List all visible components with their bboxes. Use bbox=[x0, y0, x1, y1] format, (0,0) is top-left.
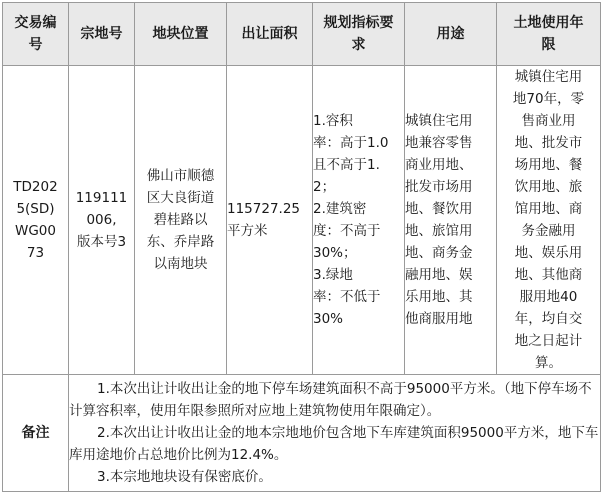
notes-cell bbox=[69, 375, 601, 492]
cell-term: 城镇住宅用 地70年，零 售商业用 地、批发市 场用地、餐 饮用地、旅 馆用地、商 务金融用 地、娱乐用 地、其他商 服用地40 年，均自交 地之日起计 算。 bbox=[497, 66, 601, 375]
note-item: 3.本宗地地块设有保密底价。 bbox=[97, 469, 272, 485]
cell-location: 佛山市顺德 区大良街道 碧桂路以 东、乔岸路 以南地块 bbox=[135, 66, 227, 375]
note-item: 2.本次出让计收出让金的地本宗地地价包含地下车库建筑面积95000平方米，地下车库用途地价占总地价比例为12.4%。 bbox=[69, 425, 599, 463]
cell-usage: 城镇住宅用 地兼容零售 商业用地、 批发市场用 地、餐饮用 地、旅馆用 地、商务金 融用地、娱 乐用地、其 他商服用地 bbox=[405, 66, 497, 375]
table-header-row bbox=[3, 3, 601, 66]
note-item: 1.本次出让计收出让金的地下停车场建筑面积不高于95000平方米。（地下停车场不计算容积率，使用年限参照所对应地上建筑物使用年限确定）。 bbox=[69, 381, 592, 419]
header-planning: 规划指标要 求 bbox=[313, 3, 405, 66]
cell-area: 115727.25 平方米 bbox=[227, 66, 313, 375]
header-parcel-no: 宗地号 bbox=[69, 3, 135, 66]
cell-planning: 1.容积 率：高于1.0 且不高于1. 2； 2.建筑密 度：不高于 30%； 3.绿地 率：不低于 30% bbox=[313, 66, 405, 375]
notes-row bbox=[3, 375, 601, 492]
table-row bbox=[3, 66, 601, 375]
land-auction-table bbox=[2, 2, 601, 492]
header-area: 出让面积 bbox=[227, 3, 313, 66]
header-trade-no: 交易编 号 bbox=[3, 3, 69, 66]
header-term: 土地使用年 限 bbox=[497, 3, 601, 66]
cell-trade-no: TD202 5(SD) WG00 73 bbox=[3, 66, 69, 375]
header-usage: 用途 bbox=[405, 3, 497, 66]
header-location: 地块位置 bbox=[135, 3, 227, 66]
notes-label: 备注 bbox=[3, 375, 69, 492]
cell-parcel-no: 119111 006, 版本号3 bbox=[69, 66, 135, 375]
